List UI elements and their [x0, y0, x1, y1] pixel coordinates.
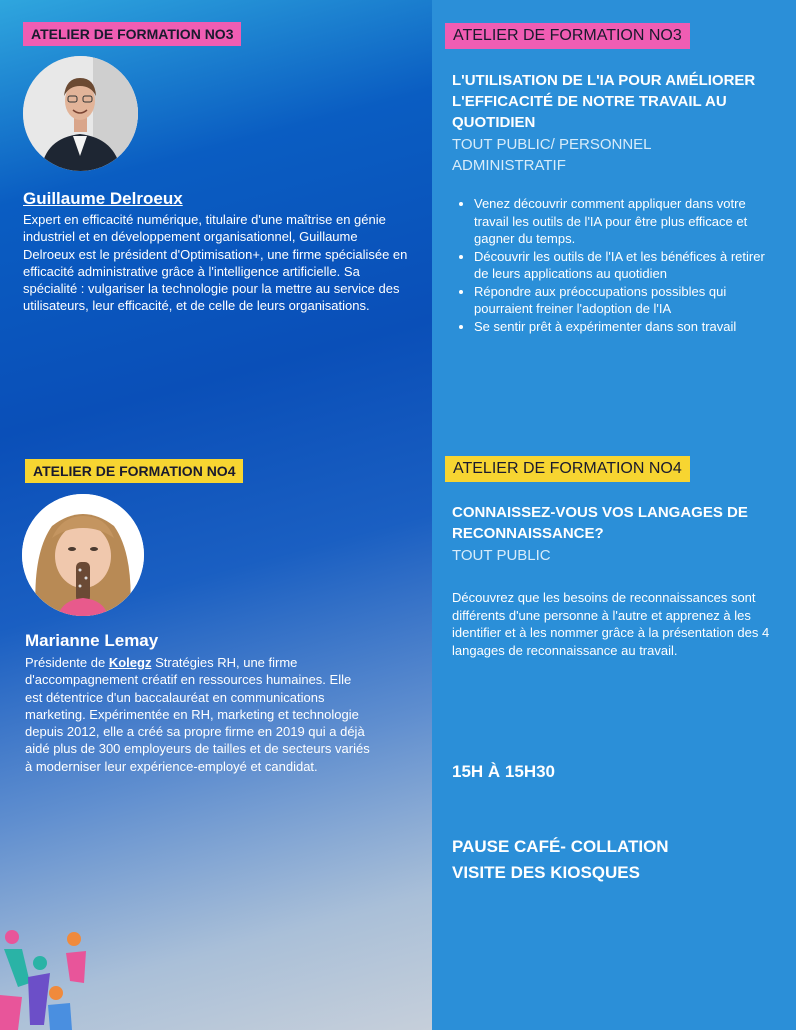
- list-item: • Découvrir les outils de l'IA et les bénéfices à retirer de leurs applications au quotidien: [474, 248, 774, 283]
- workshop4-speaker-tag: ATELIER DE FORMATION NO4: [25, 459, 243, 483]
- marianne-photo: [22, 494, 144, 616]
- people-group-logo-icon: [0, 925, 100, 1030]
- marianne-bio-intro: Présidente de: [25, 655, 109, 670]
- guillaume-name: Guillaume Delroeux: [23, 189, 183, 208]
- workshop4-tag: ATELIER DE FORMATION NO4: [445, 456, 690, 482]
- person-avatar-icon: [23, 56, 138, 171]
- break-time: 15H À 15H30: [452, 762, 556, 781]
- person-avatar-icon: [22, 494, 144, 616]
- workshop4-description: Découvrez que les besoins de reconnaissances sont différents d'une personne à l'autre et apprenez à les identifier et à les nommer grâce à la présentation des 4 langages de reconnaissance au travail.: [452, 590, 770, 658]
- coffee-break-label: PAUSE CAFÉ- COLLATION: [452, 837, 669, 856]
- list-item: • Se sentir prêt à expérimenter dans son travail: [474, 318, 774, 336]
- workshop3-audience: TOUT PUBLIC/ PERSONNEL ADMINISTRATIF: [452, 136, 651, 174]
- list-item: • Répondre aux préoccupations possibles qui pourraient freiner l'adoption de l'IA: [474, 283, 774, 318]
- workshop4-audience: TOUT PUBLIC: [452, 547, 551, 564]
- marianne-name: Marianne Lemay: [25, 631, 159, 650]
- workshop4-title: CONNAISSEZ-VOUS VOS LANGAGES DE RECONNAISSANCE?: [452, 504, 748, 542]
- kolegz-link[interactable]: Kolegz: [108, 655, 152, 670]
- workshop3-tag: ATELIER DE FORMATION NO3: [445, 23, 690, 49]
- workshop3-title: L'UTILISATION DE L'IA POUR AMÉLIORER L'EFFICACITÉ DE NOTRE TRAVAIL AU QUOTIDIEN: [452, 72, 756, 131]
- list-item: • Venez découvrir comment appliquer dans votre travail les outils de l'IA pour être plus efficace et gagner du temps.: [474, 195, 774, 248]
- workshop3-speaker-tag: ATELIER DE FORMATION NO3: [23, 22, 241, 46]
- marianne-bio: [25, 654, 370, 775]
- kiosk-visit-label: VISITE DES KIOSQUES: [452, 863, 640, 882]
- guillaume-bio: Expert en efficacité numérique, titulaire d'une maîtrise en génie industriel et en développement organisationnel, Guillaume Delroeux est le président d'Optimisation+, une firme spécialisée en efficacité administrative grâce à l'intelligence artificielle. Sa spécialité : vulgariser la technologie pour la mettre au service des utilisateurs, leur efficacité, et de celle de leurs organisations.: [23, 212, 408, 314]
- marianne-bio-rest: Stratégies RH, une firme d'accompagnement créatif en ressources humaines. Elle est détentrice d'un baccalauréat en communications marketing. Expérimentée en RH, marketing et technologie depuis 2012, elle a créé sa propre firme en 2019 qui a déjà aidé plus de 300 employeurs de tailles et de secteurs variés à moderniser leur expérience-employé et candidat.: [25, 655, 370, 774]
- guillaume-photo: [23, 56, 138, 171]
- workshop3-bullet-list: [454, 195, 774, 335]
